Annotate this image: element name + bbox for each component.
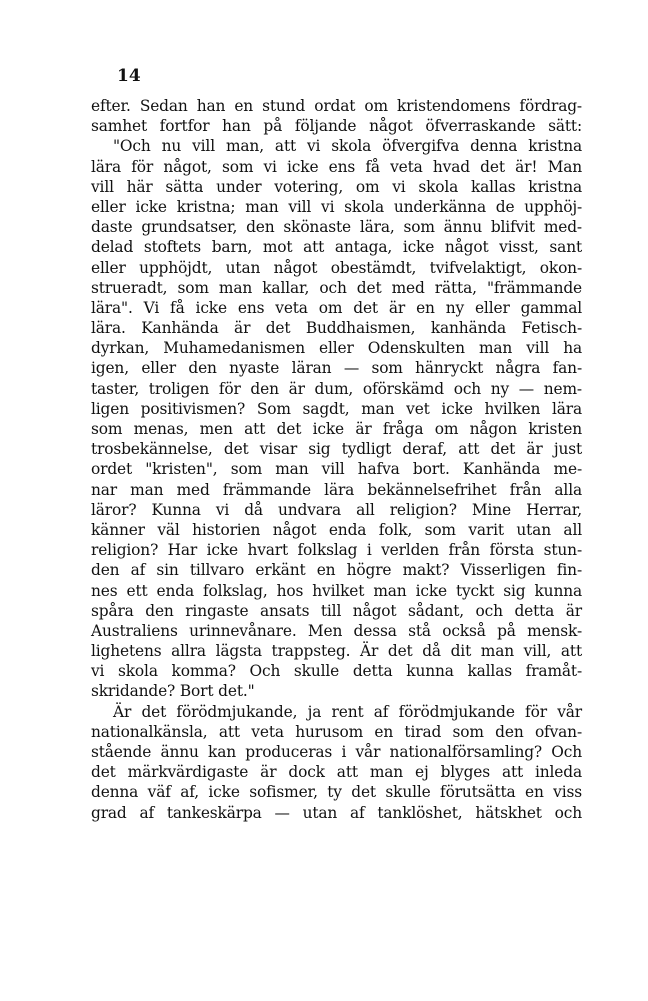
text-line: samhet fortfor han på följande något öfverraskande sätt: xyxy=(91,117,582,136)
text-line: det märkvärdigaste är dock att man ej blyges att inleda xyxy=(91,763,582,782)
text-line: lighetens allra lägsta trappsteg. Är det då dit man vill, att xyxy=(91,642,582,661)
text-line: denna väf af, icke sofismer, ty det skulle förutsätta en viss xyxy=(91,783,582,802)
text-line: dyrkan, Muhamedanismen eller Odenskulten man vill ha xyxy=(91,339,582,358)
text-line: religion? Har icke hvart folkslag i verlden från första stun- xyxy=(91,541,582,560)
text-line: lära". Vi få icke ens veta om det är en ny eller gammal xyxy=(91,298,582,317)
text-line: nar man med främmande lära bekännelsefrihet från alla xyxy=(91,480,582,499)
text-line: vill här sätta under votering, om vi skola kallas kristna xyxy=(91,177,582,196)
body-text xyxy=(91,96,582,823)
text-line: trosbekännelse, det visar sig tydligt deraf, att det är just xyxy=(91,440,582,459)
text-line: nationalkänsla, att veta hurusom en tirad som den ofvan- xyxy=(91,722,582,741)
text-line: strueradt, som man kallar, och det med rätta, "främmande xyxy=(91,278,582,297)
text-line: ordet "kristen", som man vill hafva bort. Kanhända me- xyxy=(91,460,582,479)
text-line: läror? Kunna vi då undvara all religion? Mine Herrar, xyxy=(91,500,582,519)
text-line: som menas, men att det icke är fråga om någon kristen xyxy=(91,420,582,438)
text-line: stående ännu kan produceras i vår nationalförsamling? Och xyxy=(91,743,582,761)
text-line: delad stoftets barn, mot att antaga, icke något visst, sant xyxy=(91,238,582,257)
text-line: nes ett enda folkslag, hos hvilket man icke tyckt sig kunna xyxy=(91,581,582,600)
text-line: ligen positivismen? Som sagdt, man vet icke hvilken lära xyxy=(91,399,582,418)
text-line: igen, eller den nyaste läran — som hänryckt några fan- xyxy=(91,359,582,378)
text-line: lära för något, som vi icke ens få veta hvad det är! Man xyxy=(91,157,582,176)
text-line: den af sin tillvaro erkänt en högre makt? Visserligen fin- xyxy=(91,561,582,580)
text-line: lära. Kanhända är det Buddhaismen, kanhända Fetisch- xyxy=(91,319,582,338)
text-line: eller upphöjdt, utan något obestämdt, tvifvelaktigt, okon- xyxy=(91,258,582,277)
text-line: Australiens urinnevånare. Men dessa stå också på mensk- xyxy=(91,621,582,640)
text-line: "Och nu vill man, att vi skola öfvergifva denna kristna xyxy=(113,137,582,156)
text-line: daste grundsatser, den skönaste lära, som ännu blifvit med- xyxy=(91,218,582,237)
text-line: vi skola komma? Och skulle detta kunna kallas framåt- xyxy=(91,662,582,681)
text-line: skridande? Bort det." xyxy=(91,682,255,701)
text-line: eller icke kristna; man vill vi skola underkänna de upphöj- xyxy=(91,197,582,216)
text-line: efter. Sedan han en stund ordat om kristendomens fördrag- xyxy=(91,97,582,115)
text-line: känner väl historien något enda folk, som varit utan all xyxy=(91,520,582,539)
page-number: 14 xyxy=(117,66,141,86)
text-line: grad af tankeskärpa — utan af tanklöshet, hätskhet och xyxy=(91,803,582,822)
text-line: spåra den ringaste ansats till något sådant, och detta är xyxy=(91,601,582,620)
text-line: Är det förödmjukande, ja rent af förödmjukande för vår xyxy=(113,702,582,721)
text-line: taster, troligen för den är dum, oförskämd och ny — nem- xyxy=(91,379,582,398)
